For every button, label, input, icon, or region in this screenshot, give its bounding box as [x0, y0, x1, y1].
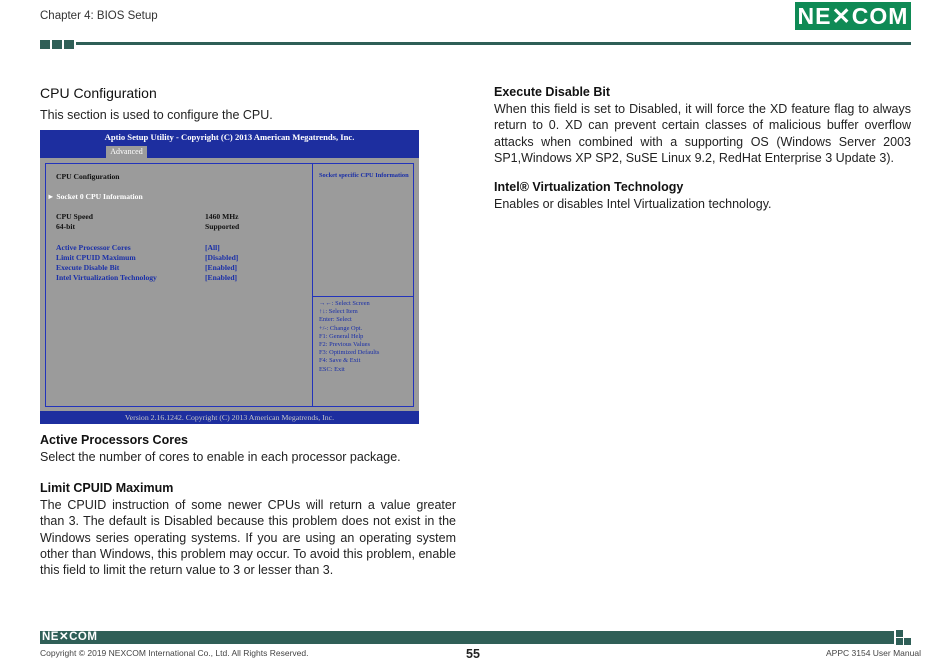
bios-option-execute-disable[interactable]: Execute Disable Bit: [56, 263, 120, 272]
xd-text: [494, 101, 911, 166]
cpuid-line: than 3. The default is Disabled because this problem does not exist in the: [40, 514, 456, 529]
vt-title: Intel® Virtualization Technology: [494, 180, 684, 194]
bios-label-64bit: 64-bit: [56, 222, 75, 231]
bios-version-bar: Version 2.16.1242. Copyright (C) 2013 American Megatrends, Inc.: [40, 411, 419, 424]
nexcom-logo: NE✕COM: [795, 2, 911, 30]
bios-label-cpu-speed: CPU Speed: [56, 212, 93, 221]
key-enter: Enter: Select: [319, 316, 352, 324]
footer-bar: [40, 631, 894, 644]
cpuid-line: The CPUID instruction of some newer CPUs will return a value greater: [40, 498, 456, 512]
footer-logo: NE✕COM: [42, 631, 98, 643]
xd-line: return to 0. XD can prevent certain classes of malicious buffer overflow: [494, 118, 911, 133]
bios-value-active-cores[interactable]: [All]: [205, 243, 220, 252]
chapter-title: Chapter 4: BIOS Setup: [40, 10, 158, 22]
bios-value-virtualization[interactable]: [Enabled]: [205, 273, 238, 282]
key-save-exit: F4: Save & Exit: [319, 357, 361, 365]
key-optimized-defaults: F3: Optimized Defaults: [319, 349, 380, 357]
cpuid-line: this field to limit the return value to 3 or lesser than 3.: [40, 563, 334, 578]
xd-line: When this field is set to Disabled, it will force the XD feature flag to always: [494, 102, 911, 116]
bios-option-active-cores[interactable]: Active Processor Cores: [56, 243, 131, 252]
footer-squares: [896, 630, 911, 645]
xd-line: attacks when combined with a supporting OS (Windows Server 2003: [494, 134, 911, 149]
bios-value-64bit: Supported: [205, 222, 240, 231]
key-select-screen: →←: Select Screen: [319, 300, 370, 307]
xd-line: SP1,Windows XP SP2, SuSE Linux 9.2, RedHat Enterprise 3 Update 3).: [494, 150, 894, 165]
bios-screen: [40, 130, 419, 424]
vt-text: Enables or disables Intel Virtualization technology.: [494, 197, 772, 211]
copyright: Copyright © 2019 NEXCOM International Co., Ltd. All Rights Reserved.: [40, 648, 309, 658]
cpuid-title: Limit CPUID Maximum: [40, 481, 174, 495]
bios-divider: [312, 163, 313, 407]
section-intro: This section is used to configure the CPU.: [40, 108, 273, 122]
bios-option-limit-cpuid[interactable]: Limit CPUID Maximum: [56, 253, 136, 262]
key-exit: ESC: Exit: [319, 365, 345, 373]
bios-submenu-socket0[interactable]: ► Socket 0 CPU Information: [47, 192, 143, 201]
xd-title: Execute Disable Bit: [494, 85, 611, 99]
active-cores-text: Select the number of cores to enable in each processor package.: [40, 450, 401, 464]
bios-heading: CPU Configuration: [56, 172, 120, 181]
bios-value-limit-cpuid[interactable]: [Disabled]: [205, 253, 239, 262]
key-general-help: F1: General Help: [319, 332, 364, 340]
bios-value-cpu-speed: 1460 MHz: [205, 212, 239, 221]
key-previous-values: F2: Previous Values: [319, 341, 371, 349]
header-rule: [76, 42, 911, 45]
bios-help-divider: [313, 296, 413, 297]
cpuid-line: other than Windows, this problem may occur. To avoid this problem, enable: [40, 546, 456, 561]
bios-tab-advanced[interactable]: Advanced: [106, 146, 147, 158]
bios-key-legend: [319, 300, 379, 374]
key-select-item: ↑↓: Select Item: [319, 308, 358, 316]
section-title: CPU Configuration: [40, 85, 157, 101]
bios-value-execute-disable[interactable]: [Enabled]: [205, 263, 238, 272]
header-squares: [40, 40, 74, 49]
bios-title: Aptio Setup Utility - Copyright (C) 2013 American Megatrends, Inc.: [104, 132, 355, 142]
bios-help-text: Socket specific CPU Information: [319, 172, 409, 179]
page-number: 55: [466, 647, 480, 661]
cpuid-line: Windows series operating systems. If you are using an operating system: [40, 530, 456, 545]
key-change-opt: +/-: Change Opt.: [319, 324, 363, 332]
manual-title: APPC 3154 User Manual: [826, 648, 921, 658]
cpuid-text: [40, 497, 456, 578]
bios-option-virtualization[interactable]: Intel Virtualization Technology: [56, 273, 157, 282]
active-cores-title: Active Processors Cores: [40, 433, 188, 447]
